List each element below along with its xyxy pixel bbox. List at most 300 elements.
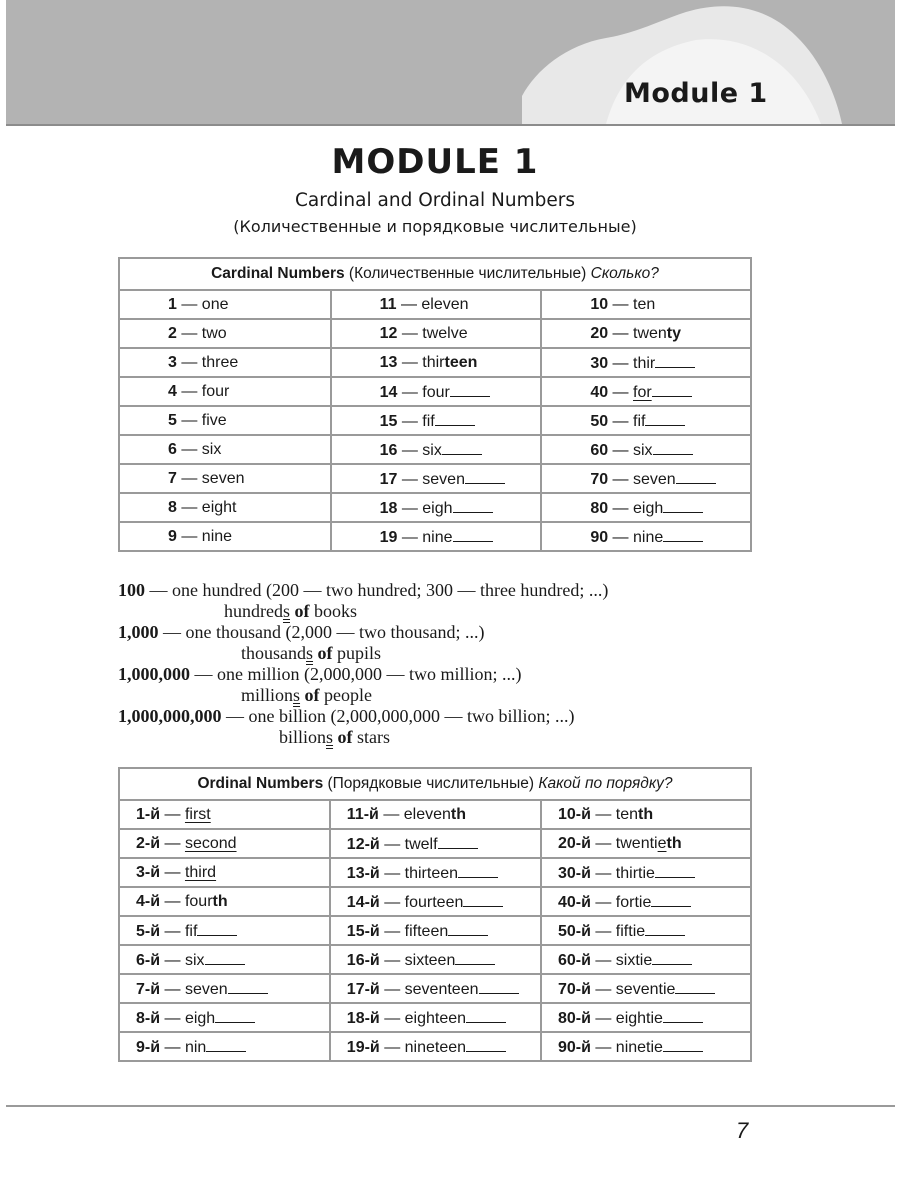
dash: — [590, 864, 616, 882]
cardinal-word: six [633, 441, 653, 459]
cardinal-number: 80 [590, 499, 609, 517]
ordinal-number: 80-й [557, 1009, 591, 1027]
dash: — [608, 528, 633, 546]
example-plural-s: s [293, 685, 301, 705]
dash: — [397, 383, 423, 401]
cardinal-number: 3 [168, 353, 177, 371]
cardinal-cell [331, 348, 542, 377]
fill-in-blank[interactable] [448, 921, 488, 936]
fill-in-blank[interactable] [479, 979, 519, 994]
fill-in-blank[interactable] [645, 921, 685, 936]
ordinal-cell [541, 800, 751, 829]
cardinal-number: 18 [379, 499, 398, 517]
ordinal-word: four [184, 892, 213, 910]
large-numbers-block [118, 580, 608, 748]
ordinal-word: nineteen [404, 1038, 467, 1056]
page-subtitle: Cardinal and Ordinal Numbers [295, 190, 575, 211]
ordinal-heading-bold: Ordinal Numbers [197, 775, 324, 792]
fill-in-blank[interactable] [458, 863, 498, 878]
fill-in-blank[interactable] [663, 527, 703, 542]
fill-in-blank[interactable] [442, 440, 482, 455]
ordinal-word: fourteen [404, 893, 464, 911]
fill-in-blank[interactable] [466, 1037, 506, 1052]
dash: — [160, 951, 185, 969]
cardinal-word: eight [201, 498, 237, 516]
ordinal-suffix: th [666, 834, 682, 852]
dash: — [160, 1009, 185, 1027]
ordinal-cell [330, 858, 541, 887]
large-number-example [118, 643, 608, 664]
fill-in-blank[interactable] [453, 498, 493, 513]
ordinal-word: sixteen [404, 951, 456, 969]
ordinal-number: 10-й [557, 805, 591, 823]
cardinal-table-heading [119, 258, 751, 290]
dash: — [379, 1038, 405, 1056]
dash: — [160, 892, 185, 910]
dash: — [176, 527, 202, 545]
ordinal-cell [330, 1032, 541, 1061]
ordinal-word: fortie [615, 893, 652, 911]
ordinal-word: twenti [615, 834, 658, 852]
dash: — [397, 499, 423, 517]
cardinal-word: twelve [422, 324, 468, 342]
fill-in-blank[interactable] [663, 498, 703, 513]
cardinal-word: seven [422, 470, 465, 488]
fill-in-blank[interactable] [205, 950, 245, 965]
ordinal-word: sixtie [615, 951, 653, 969]
cardinal-word: four [422, 383, 450, 401]
dash: — [176, 353, 202, 371]
cardinal-word: nine [201, 527, 233, 545]
ordinal-number: 60-й [557, 951, 591, 969]
ordinal-number: 3-й [136, 863, 161, 881]
ordinal-word: first [184, 805, 211, 823]
ordinal-cell [541, 916, 751, 945]
ordinal-table-row [119, 1003, 751, 1032]
dash: — [590, 1038, 616, 1056]
large-number-example [118, 685, 608, 706]
dash: — [397, 528, 423, 546]
dash: — [379, 864, 405, 882]
ordinal-cell [119, 800, 330, 829]
ordinal-number: 1-й [136, 805, 161, 823]
dash: — [176, 295, 202, 313]
dash: — [590, 805, 616, 823]
cardinal-cell [119, 290, 331, 319]
fill-in-blank[interactable] [435, 411, 475, 426]
ordinal-word: fiftie [615, 922, 646, 940]
ordinal-number: 16-й [346, 951, 380, 969]
ordinal-word: ten [615, 805, 639, 823]
example-noun: stars [352, 727, 391, 747]
dash: — [379, 922, 405, 940]
cardinal-number: 4 [168, 382, 177, 400]
fill-in-blank[interactable] [450, 382, 490, 397]
dash: — [608, 412, 633, 430]
fill-in-blank[interactable] [663, 1037, 703, 1052]
fill-in-blank[interactable] [206, 1037, 246, 1052]
ordinal-cell [119, 945, 330, 974]
large-number-value: 1,000,000,000 [118, 706, 222, 726]
cardinal-cell [119, 377, 331, 406]
cardinal-number: 10 [590, 295, 609, 313]
ordinal-cell [119, 887, 330, 916]
cardinal-cell [541, 522, 751, 551]
ordinal-word: ninetie [615, 1038, 663, 1056]
dash: — [608, 295, 633, 313]
cardinal-table-row [119, 290, 751, 319]
cardinal-cell [119, 464, 331, 493]
example-plural-s: s [306, 643, 314, 663]
cardinal-cell [541, 348, 751, 377]
fill-in-blank[interactable] [652, 382, 692, 397]
large-number-line [118, 580, 608, 601]
ordinal-number: 9-й [136, 1038, 161, 1056]
cardinal-cell [331, 435, 542, 464]
cardinal-cell [541, 319, 751, 348]
cardinal-number: 60 [590, 441, 609, 459]
cardinal-table-row [119, 522, 751, 551]
fill-in-blank[interactable] [652, 950, 692, 965]
fill-in-blank[interactable] [455, 950, 495, 965]
ordinal-table-body [119, 800, 751, 1061]
cardinal-number: 17 [379, 470, 398, 488]
cardinal-cell [331, 377, 542, 406]
ordinal-number: 12-й [346, 835, 380, 853]
ordinal-table-row [119, 887, 751, 916]
cardinal-cell [119, 522, 331, 551]
ordinal-word: fifteen [404, 922, 449, 940]
cardinal-word: thir [422, 353, 445, 371]
cardinal-cell [331, 319, 542, 348]
example-word: million [241, 685, 294, 705]
cardinal-number: 15 [379, 412, 398, 430]
cardinal-cell [331, 493, 542, 522]
fill-in-blank[interactable] [655, 863, 695, 878]
cardinal-cell [119, 406, 331, 435]
ordinal-number: 4-й [136, 892, 161, 910]
ordinal-word: seventeen [404, 980, 479, 998]
dash: — [608, 470, 633, 488]
page-number: 7 [736, 1118, 749, 1143]
dash: — [379, 980, 405, 998]
example-of: of [313, 643, 333, 663]
cardinal-cell [541, 464, 751, 493]
ordinal-number: 2-й [136, 834, 161, 852]
ordinal-table-heading [119, 768, 751, 800]
dash: — [160, 805, 185, 823]
cardinal-cell [541, 406, 751, 435]
ordinal-cell [119, 916, 330, 945]
ordinal-cell [541, 829, 751, 858]
fill-in-blank[interactable] [655, 353, 695, 368]
dash: — [590, 893, 616, 911]
ordinal-word: seventie [615, 980, 676, 998]
cardinal-table-row [119, 319, 751, 348]
large-number-example [118, 601, 608, 622]
cardinal-suffix: ty [666, 324, 682, 342]
large-number-text: — one billion (2,000,000,000 — two billion; ...) [221, 706, 575, 726]
fill-in-blank[interactable] [215, 1008, 255, 1023]
cardinal-cell [331, 464, 542, 493]
page-title: MODULE 1 [331, 142, 539, 182]
cardinal-cell [541, 435, 751, 464]
cardinal-number: 13 [379, 353, 398, 371]
dash: — [176, 411, 202, 429]
ordinal-word: thirteen [404, 864, 459, 882]
dash: — [176, 498, 202, 516]
dash: — [590, 922, 616, 940]
cardinal-number: 8 [168, 498, 177, 516]
example-of: of [300, 685, 320, 705]
ordinal-number: 90-й [557, 1038, 591, 1056]
dash: — [160, 863, 185, 881]
ordinal-cell [119, 1003, 330, 1032]
ordinal-number: 18-й [346, 1009, 380, 1027]
ordinal-cell [119, 858, 330, 887]
fill-in-blank[interactable] [675, 979, 715, 994]
dash: — [397, 470, 423, 488]
cardinal-cell [119, 493, 331, 522]
dash: — [396, 295, 422, 313]
cardinal-word: eleven [421, 295, 469, 313]
fill-in-blank[interactable] [465, 469, 505, 484]
fill-in-blank[interactable] [228, 979, 268, 994]
cardinal-number: 14 [379, 383, 398, 401]
dash: — [379, 951, 405, 969]
fill-in-blank[interactable] [438, 834, 478, 849]
ordinal-cell [330, 887, 541, 916]
ordinal-cell [119, 1032, 330, 1061]
cardinal-table-body [119, 290, 751, 551]
ordinal-number: 70-й [557, 980, 591, 998]
ordinal-cell [330, 945, 541, 974]
dash: — [590, 951, 616, 969]
cardinal-word: four [201, 382, 230, 400]
ordinal-number: 8-й [136, 1009, 161, 1027]
ordinal-word: eigh [184, 1009, 216, 1027]
cardinal-word: twen [633, 324, 667, 342]
example-plural-s: s [282, 601, 290, 621]
cardinal-word: seven [201, 469, 245, 487]
ordinal-number: 30-й [557, 864, 591, 882]
fill-in-blank[interactable] [645, 411, 685, 426]
cardinal-word: two [201, 324, 227, 342]
cardinal-table-row [119, 435, 751, 464]
cardinal-number: 19 [379, 528, 398, 546]
cardinal-cell [331, 406, 542, 435]
ordinal-word: fif [184, 922, 198, 940]
large-number-line [118, 706, 608, 727]
dash: — [160, 922, 185, 940]
ordinal-cell [119, 974, 330, 1003]
cardinal-word: thir [633, 354, 656, 372]
ordinal-number: 14-й [346, 893, 380, 911]
ordinal-number: 13-й [346, 864, 380, 882]
example-of: of [333, 727, 353, 747]
cardinal-cell [541, 377, 751, 406]
dash: — [397, 412, 423, 430]
ordinal-cell [541, 945, 751, 974]
dash: — [176, 382, 202, 400]
large-number-text: — one thousand (2,000 — two thousand; ...) [158, 622, 485, 642]
fill-in-blank[interactable] [676, 469, 716, 484]
dash: — [608, 354, 633, 372]
ordinal-table-row [119, 800, 751, 829]
cardinal-number: 5 [168, 411, 177, 429]
ordinal-number: 6-й [136, 951, 161, 969]
ordinal-word: eightie [615, 1009, 663, 1027]
header-band [6, 0, 895, 126]
ordinal-table-row [119, 916, 751, 945]
ordinal-table-row [119, 945, 751, 974]
example-noun: pupils [332, 643, 382, 663]
cardinal-word: fif [422, 412, 435, 430]
large-number-line [118, 622, 608, 643]
cardinal-cell [331, 290, 542, 319]
dash: — [160, 1038, 185, 1056]
large-number-value: 1,000 [118, 622, 159, 642]
fill-in-blank[interactable] [653, 440, 693, 455]
cardinal-word: eigh [422, 499, 453, 517]
dash: — [378, 805, 404, 823]
ordinal-number: 19-й [346, 1038, 380, 1056]
ordinal-number: 7-й [136, 980, 161, 998]
ordinal-cell [330, 916, 541, 945]
ordinal-table-row [119, 974, 751, 1003]
ordinal-table-row [119, 1032, 751, 1061]
cardinal-number: 20 [590, 324, 609, 342]
dash: — [590, 834, 616, 852]
cardinal-number: 30 [590, 354, 609, 372]
example-noun: people [319, 685, 373, 705]
cardinal-heading-bold: Cardinal Numbers [211, 265, 345, 282]
fill-in-blank[interactable] [463, 892, 503, 907]
dash: — [379, 835, 405, 853]
ordinal-number: 20-й [557, 834, 591, 852]
ordinal-cell [330, 800, 541, 829]
dash: — [590, 980, 616, 998]
cardinal-cell [541, 290, 751, 319]
dash: — [176, 440, 202, 458]
ordinal-number: 15-й [346, 922, 380, 940]
ordinal-word: third [184, 863, 217, 881]
cardinal-word: fif [633, 412, 646, 430]
dash: — [176, 324, 202, 342]
footer-divider [6, 1105, 895, 1107]
cardinal-word: eigh [633, 499, 664, 517]
ordinal-word: seven [184, 980, 228, 998]
cardinal-cell [119, 319, 331, 348]
cardinal-number: 2 [168, 324, 177, 342]
ordinal-cell [541, 1003, 751, 1032]
ordinal-number: 5-й [136, 922, 161, 940]
dash: — [397, 441, 423, 459]
large-number-value: 100 [118, 580, 145, 600]
dash: — [608, 441, 633, 459]
ordinal-heading-ru: (Порядковые числительные) [323, 775, 539, 792]
fill-in-blank[interactable] [663, 1008, 703, 1023]
page-subtitle-ru: (Количественные и порядковые числительные) [233, 217, 637, 236]
ordinal-suffix: th [212, 892, 228, 910]
cardinal-heading-question: Сколько? [590, 265, 659, 282]
ordinal-suffix: th [638, 805, 654, 823]
ordinal-cell [541, 887, 751, 916]
cardinal-word: for [633, 383, 652, 401]
large-number-value: 1,000,000 [118, 664, 190, 684]
ordinal-suffix: th [450, 805, 467, 823]
example-noun: books [309, 601, 358, 621]
dash: — [176, 469, 202, 487]
cardinal-number: 16 [379, 441, 398, 459]
fill-in-blank[interactable] [651, 892, 691, 907]
cardinal-cell [541, 493, 751, 522]
cardinal-word: five [201, 411, 227, 429]
ordinal-cell [541, 974, 751, 1003]
cardinal-table-row [119, 377, 751, 406]
dash: — [397, 324, 423, 342]
ordinal-word: thirtie [615, 864, 655, 882]
cardinal-table-row [119, 464, 751, 493]
ordinal-word: eleven [403, 805, 451, 823]
ordinal-cell [330, 829, 541, 858]
cardinal-table-row [119, 493, 751, 522]
ordinal-cell [330, 974, 541, 1003]
ordinal-numbers-table [118, 767, 752, 1062]
ordinal-word: six [184, 951, 205, 969]
cardinal-table-row [119, 406, 751, 435]
ordinal-heading-question: Какой по порядку? [538, 775, 673, 792]
ordinal-cell [541, 858, 751, 887]
ordinal-word: eighteen [404, 1009, 467, 1027]
example-word: billion [279, 727, 327, 747]
cardinal-number: 50 [590, 412, 609, 430]
ordinal-number: 40-й [557, 893, 591, 911]
cardinal-heading-ru: (Количественные числительные) [344, 265, 591, 282]
example-word: thousand [241, 643, 306, 663]
ordinal-word: nin [184, 1038, 207, 1056]
ordinal-number: 17-й [346, 980, 380, 998]
cardinal-cell [331, 522, 542, 551]
cardinal-table-row [119, 348, 751, 377]
ordinal-number: 11-й [346, 805, 379, 823]
cardinal-number: 40 [590, 383, 609, 401]
cardinal-number: 90 [590, 528, 609, 546]
cardinal-word: three [201, 353, 239, 371]
large-number-text: — one million (2,000,000 — two million; ...) [190, 664, 522, 684]
example-of: of [290, 601, 310, 621]
cardinal-numbers-table [118, 257, 752, 552]
ordinal-table-row [119, 829, 751, 858]
dash: — [379, 893, 405, 911]
cardinal-number: 11 [379, 295, 397, 313]
fill-in-blank[interactable] [197, 921, 237, 936]
fill-in-blank[interactable] [466, 1008, 506, 1023]
cardinal-number: 6 [168, 440, 177, 458]
large-number-text: — one hundred (200 — two hundred; 300 — three hundred; ...) [145, 580, 609, 600]
ordinal-cell [541, 1032, 751, 1061]
cardinal-word: six [201, 440, 222, 458]
cardinal-word: one [201, 295, 229, 313]
fill-in-blank[interactable] [453, 527, 493, 542]
large-number-line [118, 664, 608, 685]
large-number-example [118, 727, 608, 748]
cardinal-number: 7 [168, 469, 177, 487]
cardinal-word: ten [633, 295, 656, 313]
ordinal-word-underlined: e [657, 834, 667, 852]
dash: — [160, 980, 185, 998]
cardinal-suffix: teen [444, 353, 478, 371]
